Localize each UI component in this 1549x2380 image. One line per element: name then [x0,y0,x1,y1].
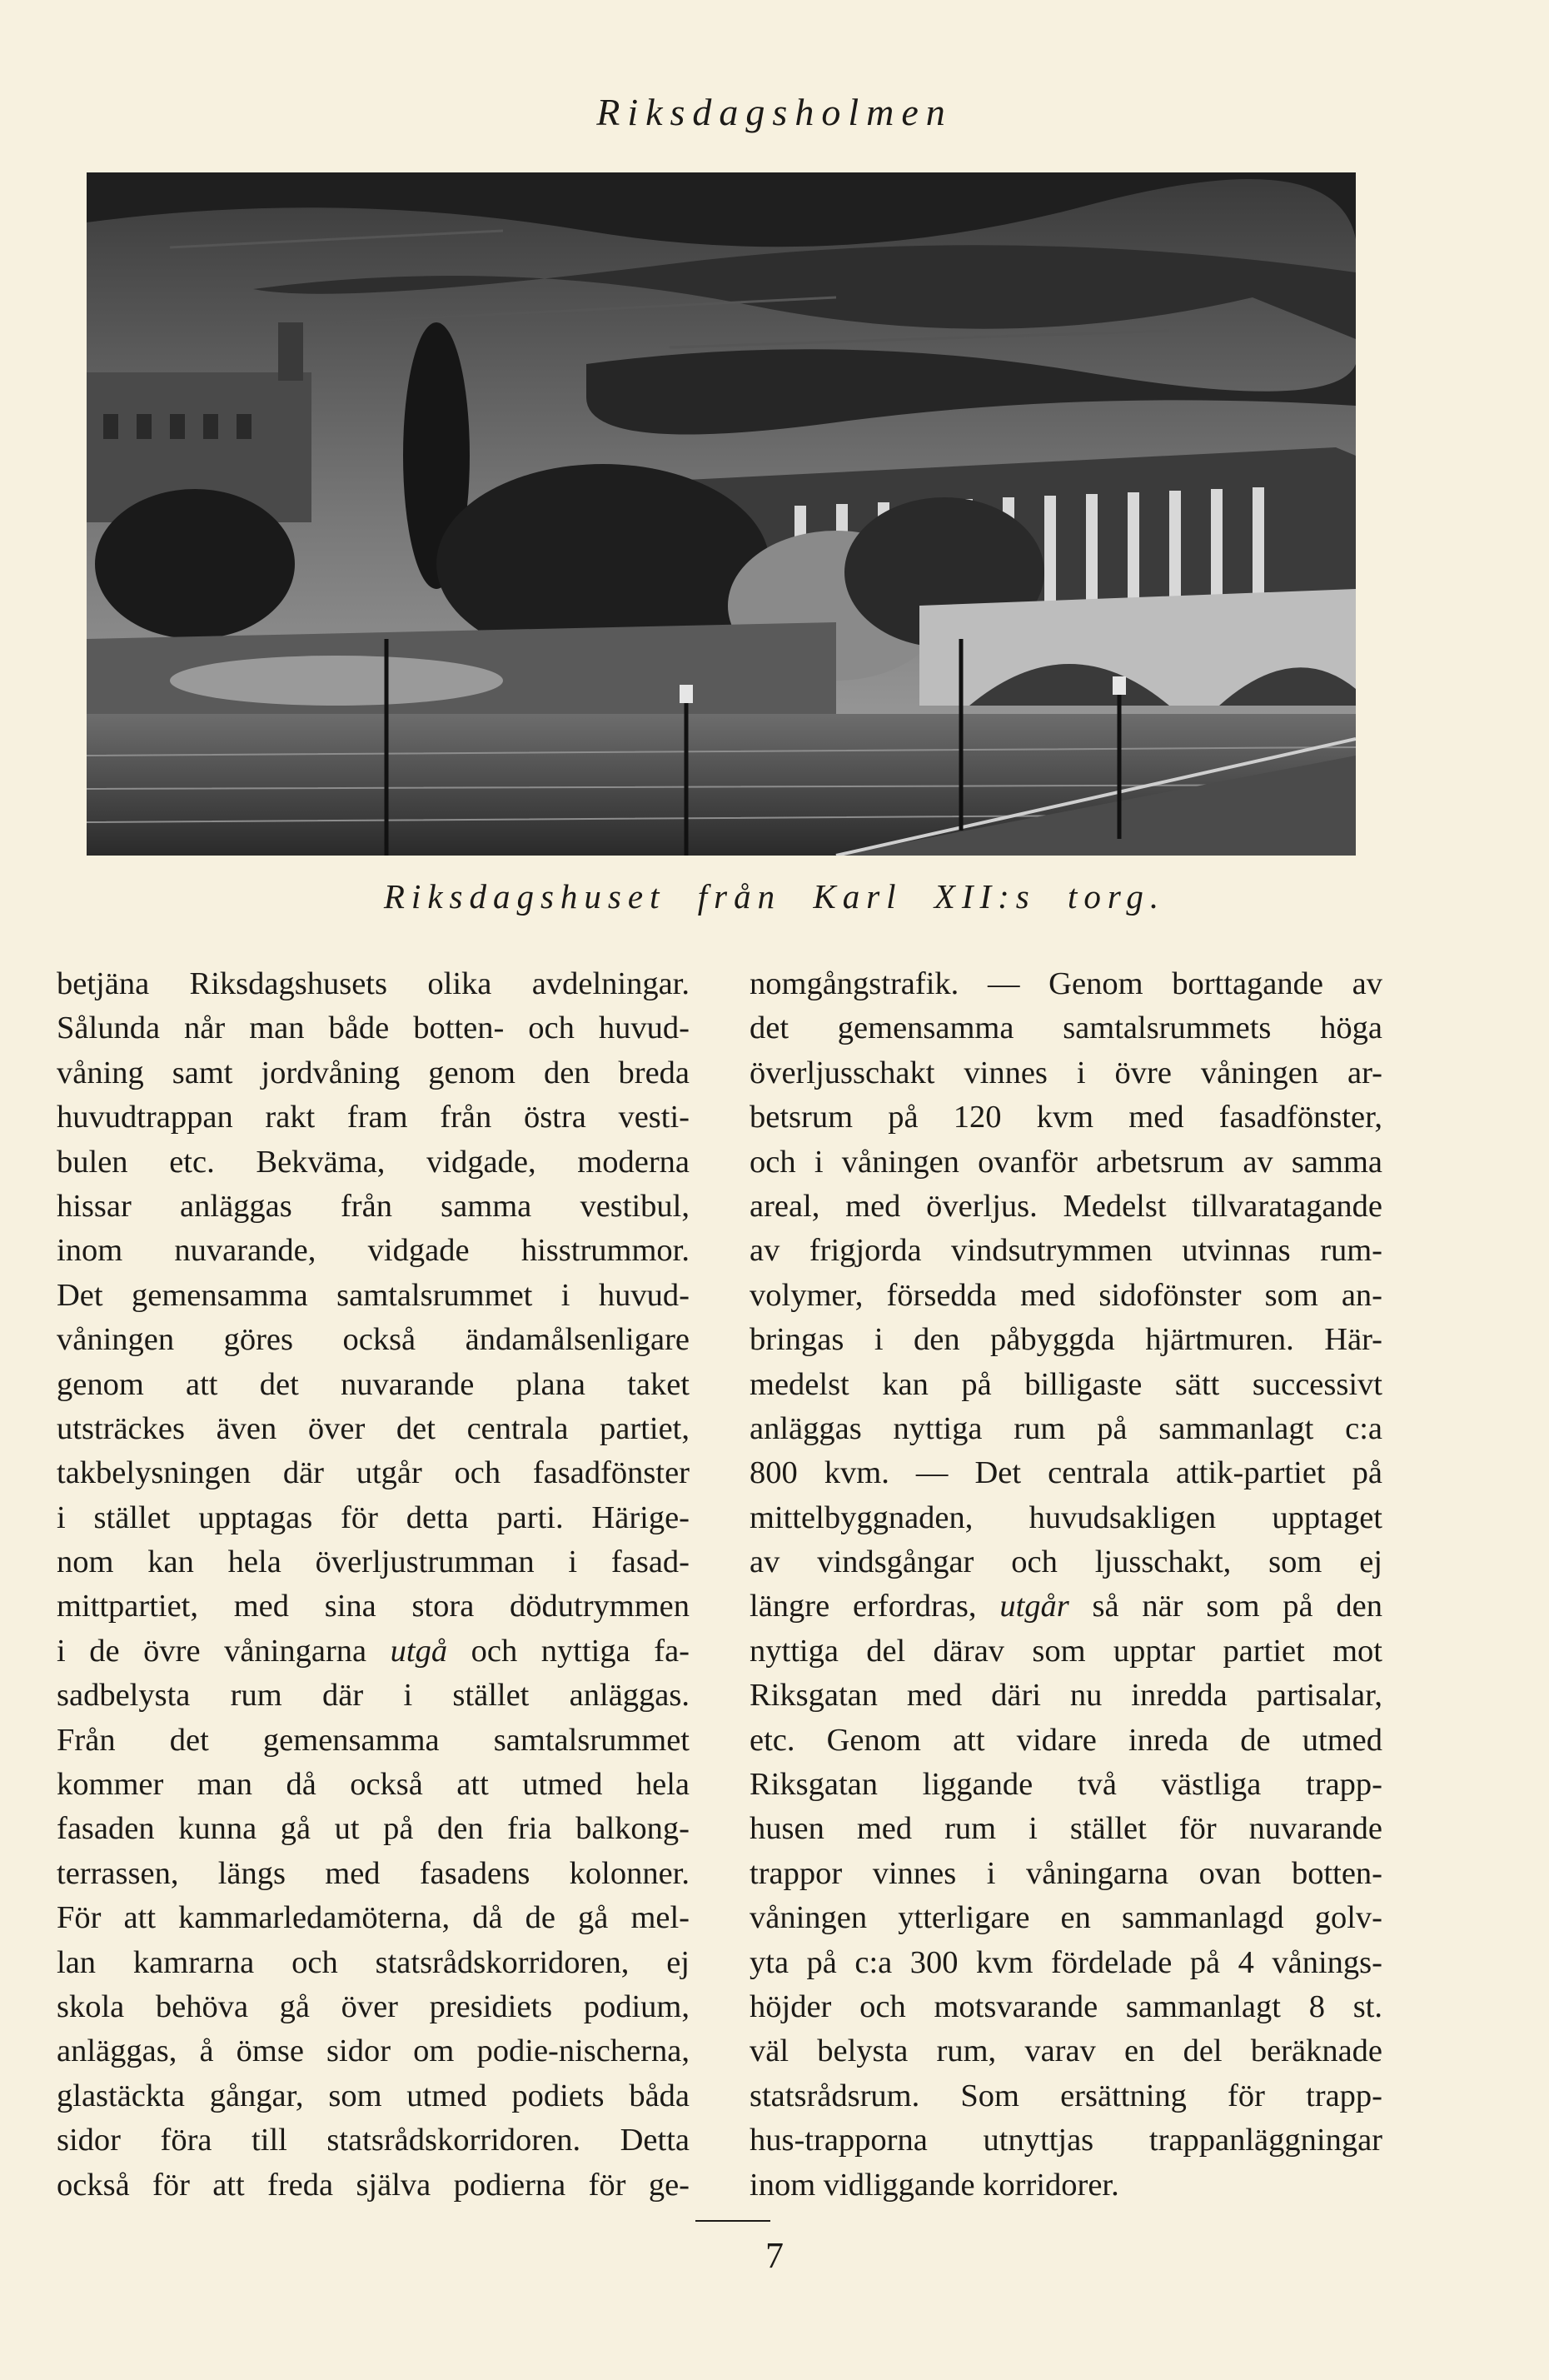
text-line: det gemensamma samtalsrummets höga [750,1010,1382,1046]
text-line: bringas i den påbyggda hjärtmuren. Här- [750,1322,1382,1358]
page-number: 7 [765,2235,784,2276]
text-column-left [57,962,690,2208]
text-line: etc. Genom att vidare inreda de utmed [750,1722,1382,1758]
text-line: överljusschakt vinnes i övre våningen ar- [750,1055,1382,1090]
text-line: takbelysningen där utgår och fasadfönster [57,1455,690,1491]
text-line: och i våningen ovanför arbetsrum av samma [750,1144,1382,1180]
text-line: i stället upptagas för detta parti. Härige- [57,1499,690,1535]
text-line: bulen etc. Bekväma, vidgade, moderna [57,1144,690,1180]
text-line: lan kamrarna och statsrådskorridoren, ej [57,1944,690,1980]
text-fragment: i de övre våningarna [57,1633,367,1669]
caption-word: Riksdagshuset [383,877,666,916]
caption-word: XII:s [934,877,1036,916]
text-line: av vindsgångar och ljusschakt, som ej [750,1544,1382,1580]
caption-word: från [697,877,782,916]
text-line: yta på c:a 300 kvm fördelade på 4 vånings- [750,1944,1382,1980]
text-line: skola behöva gå över presidiets podium, [57,1988,690,2024]
text-line: nomgångstrafik. — Genom borttagande av [750,966,1382,1001]
text-line: sadbelysta rum där i stället anläggas. [57,1678,690,1714]
italic-word: utgå [390,1633,448,1669]
text-fragment: längre erfordras, [750,1589,977,1624]
text-line [750,1584,1382,1629]
text-line: hissar anläggas från samma vestibul, [57,1188,690,1224]
text-line: nyttiga del därav som upptar partiet mot [750,1633,1382,1669]
text-column-right [750,962,1382,2208]
text-line: anläggas, å ömse sidor om podie-nischerna, [57,2033,690,2069]
text-line: våning samt jordvåning genom den breda [57,1055,690,1090]
text-line: medelst kan på billigaste sätt successivt [750,1366,1382,1402]
text-line: volymer, försedda med sidofönster som an- [750,1277,1382,1313]
text-line: mittelbyggnaden, huvudsakligen upptaget [750,1499,1382,1535]
text-line: terrassen, längs med fasadens kolonner. [57,1855,690,1891]
text-line: areal, med överljus. Medelst tillvaratagande [750,1188,1382,1224]
text-line: också för att freda själva podierna för ge- [57,2167,690,2203]
text-fragment: så när som på den [1092,1589,1382,1624]
text-line: kommer man då också att utmed hela [57,1767,690,1803]
text-fragment: och nyttiga fa- [471,1633,690,1669]
text-line: glastäckta gångar, som utmed podiets båda [57,2078,690,2113]
text-line: sidor föra till statsrådskorridoren. Detta [57,2123,690,2158]
page-number-rule [695,2220,770,2222]
text-line: Sålunda når man både botten- och huvud- [57,1010,690,1046]
text-line: statsrådsrum. Som ersättning för trapp- [750,2078,1382,2113]
text-line: Från det gemensamma samtalsrummet [57,1722,690,1758]
text-line: inom nuvarande, vidgade hisstrummor. [57,1233,690,1269]
text-line [57,1629,690,1674]
text-line: inom vidliggande korridorer. [750,2167,1119,2203]
text-line: husen med rum i stället för nuvarande [750,1811,1382,1847]
italic-word: utgår [999,1589,1069,1624]
text-line: utsträckes även över det centrala partiet, [57,1410,690,1446]
text-line: nom kan hela överljustrumman i fasad- [57,1544,690,1580]
text-line: huvudtrappan rakt fram från östra vesti- [57,1100,690,1135]
riksdagshuset-photograph [87,172,1356,856]
running-head: Riksdagsholmen [596,91,953,133]
text-line: väl belysta rum, varav en del beräknade [750,2033,1382,2069]
text-line: trappor vinnes i våningarna ovan botten- [750,1855,1382,1891]
text-line: betsrum på 120 kvm med fasadfönster, [750,1100,1382,1135]
caption-word: Karl [813,877,903,916]
caption-word: torg. [1068,877,1166,916]
text-line: våningen ytterligare en sammanlagd golv- [750,1900,1382,1936]
text-line: Riksgatan med däri nu inredda partisalar, [750,1678,1382,1714]
text-line: För att kammarledamöterna, då de gå mel- [57,1900,690,1936]
text-line: genom att det nuvarande plana taket [57,1366,690,1402]
text-line: anläggas nyttiga rum på sammanlagt c:a [750,1410,1382,1446]
text-line: hus-trapporna utnyttjas trappanläggningar [750,2123,1382,2158]
photo-caption [0,876,1549,916]
text-line: betjäna Riksdagshusets olika avdelningar. [57,966,690,1001]
photo-illustration [87,172,1356,856]
text-line: 800 kvm. — Det centrala attik-partiet på [750,1455,1382,1491]
text-line: mittpartiet, med sina stora dödutrymmen [57,1589,690,1624]
text-line: våningen göres också ändamålsenligare [57,1322,690,1358]
text-line: Riksgatan liggande två västliga trapp- [750,1767,1382,1803]
text-line: fasaden kunna gå ut på den fria balkong- [57,1811,690,1847]
text-line: Det gemensamma samtalsrummet i huvud- [57,1277,690,1313]
text-line: av frigjorda vindsutrymmen utvinnas rum- [750,1233,1382,1269]
text-line: höjder och motsvarande sammanlagt 8 st. [750,1988,1382,2024]
